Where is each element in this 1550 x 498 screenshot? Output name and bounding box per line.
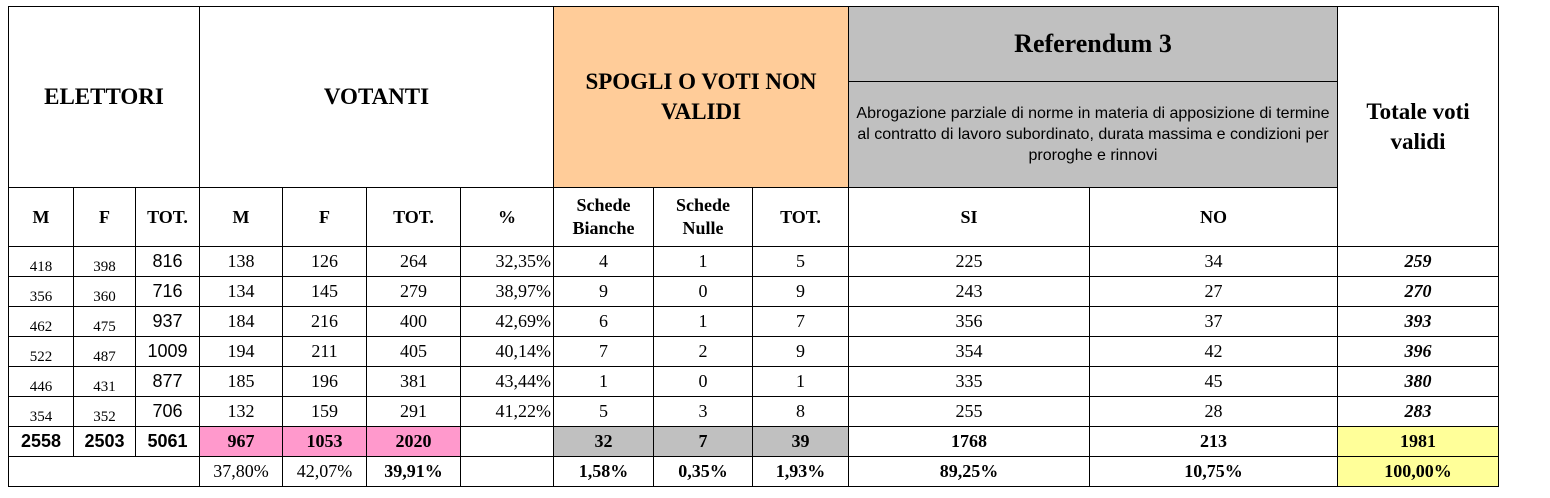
total-si: 1768 — [849, 427, 1090, 457]
votanti-f-header: F — [283, 188, 367, 247]
pct-votanti-tot: 39,91% — [367, 457, 461, 487]
schede-nulle-cell: 0 — [654, 367, 753, 397]
votanti-m-cell: 194 — [200, 337, 283, 367]
votanti-f-cell: 145 — [283, 277, 367, 307]
table-row — [9, 397, 1499, 427]
elettori-m-cell: 522 — [9, 337, 74, 367]
pct-schede-bianche: 1,58% — [554, 457, 654, 487]
pct-voti-validi: 100,00% — [1338, 457, 1499, 487]
no-cell: 45 — [1090, 367, 1338, 397]
spogli-header: SPOGLI O VOTI NON VALIDI — [554, 7, 849, 188]
schede-nulle-cell: 1 — [654, 307, 753, 337]
schede-bianche-cell: 6 — [554, 307, 654, 337]
si-cell: 255 — [849, 397, 1090, 427]
total-votanti-f: 1053 — [283, 427, 367, 457]
elettori-tot-cell: 937 — [136, 307, 200, 337]
elettori-tot-header: TOT. — [136, 188, 200, 247]
total-elettori-tot: 5061 — [136, 427, 200, 457]
total-votanti-tot: 2020 — [367, 427, 461, 457]
elettori-header: ELETTORI — [9, 7, 200, 188]
elettori-f-cell: 475 — [74, 307, 136, 337]
votanti-m-cell: 185 — [200, 367, 283, 397]
votanti-pct-cell: 40,14% — [461, 337, 554, 367]
elettori-f-cell: 487 — [74, 337, 136, 367]
pct-no: 10,75% — [1090, 457, 1338, 487]
total-schede-nulle: 7 — [654, 427, 753, 457]
no-cell: 34 — [1090, 247, 1338, 277]
elettori-tot-cell: 877 — [136, 367, 200, 397]
table-row — [9, 247, 1499, 277]
schede-nulle-cell: 3 — [654, 397, 753, 427]
no-header: NO — [1090, 188, 1338, 247]
elettori-f-cell: 398 — [74, 247, 136, 277]
pct-elettori-empty — [9, 457, 200, 487]
si-cell: 335 — [849, 367, 1090, 397]
voti-validi-cell: 380 — [1338, 367, 1499, 397]
voti-validi-cell: 393 — [1338, 307, 1499, 337]
total-spogli-tot: 39 — [753, 427, 849, 457]
votanti-tot-header: TOT. — [367, 188, 461, 247]
pct-votanti-f: 42,07% — [283, 457, 367, 487]
votanti-pct-cell: 32,35% — [461, 247, 554, 277]
elettori-m-cell: 356 — [9, 277, 74, 307]
elettori-tot-cell: 1009 — [136, 337, 200, 367]
votanti-f-cell: 216 — [283, 307, 367, 337]
total-votanti-m: 967 — [200, 427, 283, 457]
votanti-tot-cell: 400 — [367, 307, 461, 337]
total-schede-bianche: 32 — [554, 427, 654, 457]
no-cell: 27 — [1090, 277, 1338, 307]
si-cell: 225 — [849, 247, 1090, 277]
elettori-m-cell: 446 — [9, 367, 74, 397]
header-row-columns — [9, 188, 1499, 247]
schede-nulle-cell: 2 — [654, 337, 753, 367]
no-cell: 37 — [1090, 307, 1338, 337]
table-row — [9, 337, 1499, 367]
schede-bianche-cell: 5 — [554, 397, 654, 427]
si-cell: 243 — [849, 277, 1090, 307]
schede-bianche-header: Schede Bianche — [554, 188, 654, 247]
pct-votanti-pct-empty — [461, 457, 554, 487]
total-votanti-pct-empty — [461, 427, 554, 457]
votanti-f-cell: 211 — [283, 337, 367, 367]
pct-si: 89,25% — [849, 457, 1090, 487]
votanti-pct-cell: 42,69% — [461, 307, 554, 337]
elettori-m-cell: 354 — [9, 397, 74, 427]
votanti-m-cell: 184 — [200, 307, 283, 337]
elettori-f-cell: 431 — [74, 367, 136, 397]
elettori-tot-cell: 716 — [136, 277, 200, 307]
percentages-row — [9, 457, 1499, 487]
spogli-tot-cell: 5 — [753, 247, 849, 277]
votanti-m-cell: 132 — [200, 397, 283, 427]
votanti-tot-cell: 279 — [367, 277, 461, 307]
pct-spogli-tot: 1,93% — [753, 457, 849, 487]
totals-row — [9, 427, 1499, 457]
elettori-f-cell: 352 — [74, 397, 136, 427]
elettori-m-cell: 418 — [9, 247, 74, 277]
referendum-description: Abrogazione parziale di norme in materia di apposizione di termine al contratto di lavoro subordinato, durata massima e condizioni per proroghe e rinnovi — [849, 82, 1338, 188]
votanti-f-cell: 196 — [283, 367, 367, 397]
table-row — [9, 277, 1499, 307]
spogli-tot-cell: 1 — [753, 367, 849, 397]
elettori-tot-cell: 706 — [136, 397, 200, 427]
no-cell: 42 — [1090, 337, 1338, 367]
schede-bianche-cell: 7 — [554, 337, 654, 367]
votanti-pct-header: % — [461, 188, 554, 247]
voti-validi-cell: 259 — [1338, 247, 1499, 277]
total-voti-validi: 1981 — [1338, 427, 1499, 457]
votanti-tot-cell: 381 — [367, 367, 461, 397]
si-cell: 354 — [849, 337, 1090, 367]
voti-validi-cell: 396 — [1338, 337, 1499, 367]
spogli-tot-cell: 7 — [753, 307, 849, 337]
elettori-f-cell: 360 — [74, 277, 136, 307]
schede-nulle-cell: 0 — [654, 277, 753, 307]
table-row — [9, 307, 1499, 337]
pct-votanti-m: 37,80% — [200, 457, 283, 487]
schede-nulle-header: Schede Nulle — [654, 188, 753, 247]
elettori-m-cell: 462 — [9, 307, 74, 337]
votanti-m-cell: 138 — [200, 247, 283, 277]
elettori-tot-cell: 816 — [136, 247, 200, 277]
spogli-tot-cell: 9 — [753, 277, 849, 307]
spogli-tot-cell: 9 — [753, 337, 849, 367]
votanti-f-cell: 159 — [283, 397, 367, 427]
si-cell: 356 — [849, 307, 1090, 337]
referendum-results-table — [8, 6, 1499, 487]
elettori-f-header: F — [74, 188, 136, 247]
si-header: SI — [849, 188, 1090, 247]
voti-validi-cell: 283 — [1338, 397, 1499, 427]
votanti-header: VOTANTI — [200, 7, 554, 188]
schede-nulle-cell: 1 — [654, 247, 753, 277]
votanti-f-cell: 126 — [283, 247, 367, 277]
votanti-pct-cell: 43,44% — [461, 367, 554, 397]
totale-voti-validi-header: Totale voti validi — [1338, 7, 1499, 247]
elettori-m-header: M — [9, 188, 74, 247]
votanti-m-header: M — [200, 188, 283, 247]
total-elettori-m: 2558 — [9, 427, 74, 457]
total-no: 213 — [1090, 427, 1338, 457]
votanti-m-cell: 134 — [200, 277, 283, 307]
no-cell: 28 — [1090, 397, 1338, 427]
votanti-tot-cell: 291 — [367, 397, 461, 427]
votanti-pct-cell: 38,97% — [461, 277, 554, 307]
spogli-tot-cell: 8 — [753, 397, 849, 427]
header-row-top — [9, 7, 1499, 82]
pct-schede-nulle: 0,35% — [654, 457, 753, 487]
votanti-tot-cell: 264 — [367, 247, 461, 277]
schede-bianche-cell: 9 — [554, 277, 654, 307]
votanti-tot-cell: 405 — [367, 337, 461, 367]
schede-bianche-cell: 4 — [554, 247, 654, 277]
schede-bianche-cell: 1 — [554, 367, 654, 397]
table-row — [9, 367, 1499, 397]
referendum-title: Referendum 3 — [849, 7, 1338, 82]
votanti-pct-cell: 41,22% — [461, 397, 554, 427]
spogli-tot-header: TOT. — [753, 188, 849, 247]
total-elettori-f: 2503 — [74, 427, 136, 457]
voti-validi-cell: 270 — [1338, 277, 1499, 307]
